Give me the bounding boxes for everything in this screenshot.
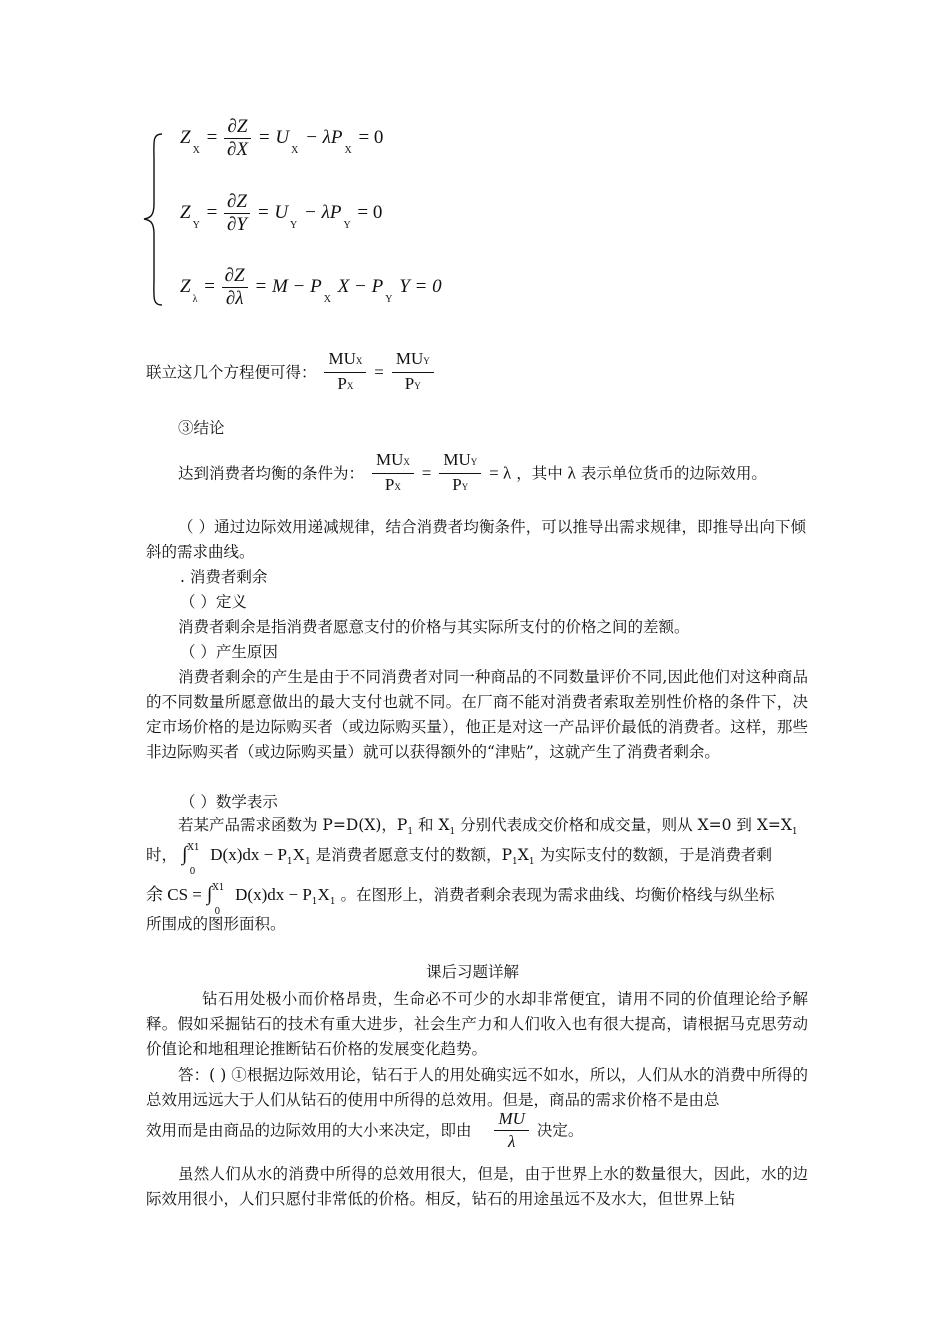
math-line-1: 若某产品需求函数为 P=D(X)，$P_1$ 和 $X_1$ 分别代表成交价格和成交量，则从 X=0 到 $X=X_1$ [178,816,798,838]
math-heading: （ ）数学表示 [180,793,278,811]
definition-heading: （ ）定义 [180,593,247,611]
math-line-4: 所围成的图形面积。 [146,915,286,933]
last-paragraph: 虽然人们从水的消费中所得的总效用很大，但是，由于世界上水的数量很大，因此，水的边际效用很小，人们只愿付非常低的价格。相反，钻石的用途虽远不及水大，但世界上钻 [146,1165,808,1208]
equation-zx: $Z_X$ = $\frac{\partial Z}{\partial X}$ = $U_X - \lambda P_X = 0$ [180,116,384,160]
demand-paragraph: （ ）通过边际效用递减规律，结合消费者均衡条件，可以推导出需求规律，即推导出向下倾斜的需求曲线。 [146,518,806,561]
definition-text: 消费者剩余是指消费者愿意支付的价格与其实际所支付的价格之间的差额。 [178,618,690,636]
conclusion-heading: ③结论 [178,419,225,437]
system-brace [142,132,164,307]
surplus-heading: . 消费者剩余 [180,568,268,586]
equation-zlambda: $Z_\lambda$ = $\frac{\partial Z}{\partial\lambda}$ = $M - P_X$ $X - P_Y$ Y = 0 [180,265,442,309]
equation-zy: $Z_Y$ = $\frac{\partial Z}{\partial Y}$ = $U_Y - \lambda P_Y = 0$ [180,191,383,235]
exercises-title: 课后习题详解 [426,963,520,981]
answer-line-mu: 效用而是由商品的边际效用的大小来决定，即由 $\frac{MU}{\lambda}$ 决定。 [146,1109,584,1151]
answer-paragraph: 答：( ) ①根据边际效用论，钻石于人的用处确实远不如水，所以，人们从水的消费中所得的总效用远远大于人们从钻石的使用中所得的总效用。但是，商品的需求价格不是由总 [146,1066,808,1109]
cause-paragraph: 消费者剩余的产生是由于不同消费者对同一种商品的不同数量评价不同,因此他们对这种商品的不同数量所愿意做出的最大支付也就不同。在厂商不能对消费者索取差别性价格的条件下，决定市场价格的是边际购买者（或边际购买量），他正是对这一产品评价最低的消费者。这样，那些非边际购买者（或边际购买量）就可以获得额外的“津贴”，这就产生了消费者剩余。 [146,668,808,761]
joint-result-line: 联立这几个方程便可得： MUX PX = MUY PY [146,348,437,397]
cause-heading: （ ）产生原因 [180,643,278,661]
equilibrium-line: 达到消费者均衡的条件为： MUX PX = MUY PY = λ ，其中 λ 表示单位货币的边际效用。 [178,450,767,494]
math-line-3: 余 CS = ∫$^{X1}_0$ $D(x)dx - P_1X_1$ 。在图形上，消费者剩余表现为需求曲线、均衡价格线与纵坐标 [146,883,775,917]
math-line-2: 时， ∫$^{X1}_0$ $D(x)dx - P_1X_1$ 是消费者愿意支付的数额，$P_1X_1$ 为实际支付的数额，于是消费者剩 [146,843,773,877]
question-paragraph: 钻石用处极小而价格昂贵，生命必不可少的水却非常便宜，请用不同的价值理论给予解释。假如采掘钻石的技术有重大进步，社会生产力和人们收入也有很大提高，请根据马克思劳动价值论和地租理论推断钻石价格的发展变化趋势。 [146,990,808,1058]
